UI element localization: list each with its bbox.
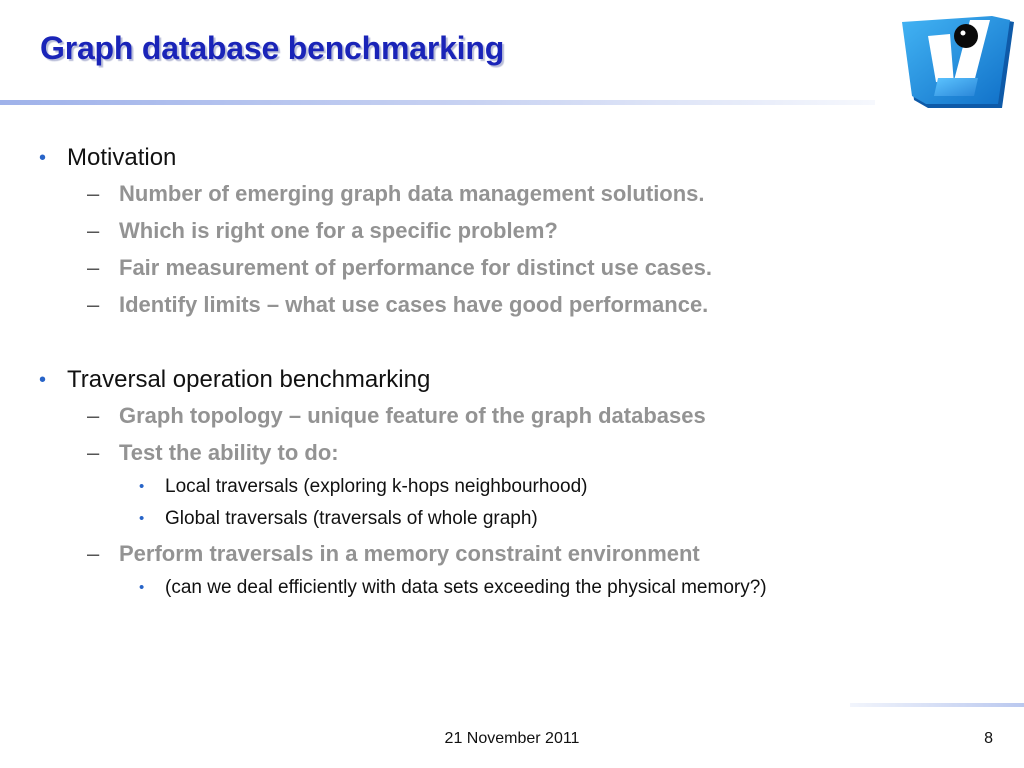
subpoint [38,535,998,572]
section-spacer [38,323,998,363]
dash-icon: – [87,541,100,566]
subpoint [38,175,998,212]
detail-point [38,572,998,604]
dash-icon: – [87,403,100,428]
detail-point-text: Global traversals (traversals of whole graph) [165,508,538,529]
footer-rule [850,703,1024,707]
slide-title: Graph database benchmarking [40,30,505,66]
subpoint-text: Identify limits – what use cases have good performance. [119,292,709,317]
detail-point [38,503,998,535]
bullet-icon: • [139,478,145,495]
section-heading-text: Traversal operation benchmarking [67,366,431,393]
subpoint [38,212,998,249]
slide-body [38,141,998,604]
subpoint [38,249,998,286]
detail-point-text: (can we deal efficiently with data sets exceeding the physical memory?) [165,577,767,598]
subpoint-text: Test the ability to do: [119,440,339,465]
bullet-icon: • [139,579,145,596]
section-heading [38,141,998,175]
subpoint [38,286,998,323]
detail-point-text: Local traversals (exploring k-hops neighbourhood) [165,476,588,497]
dash-icon: – [87,255,100,280]
bullet-icon: • [39,147,47,169]
page-number: 8 [984,730,993,747]
dash-icon: – [87,181,100,206]
bullet-icon: • [139,510,145,527]
dash-icon: – [87,292,100,317]
subpoint-text: Which is right one for a specific problem? [119,218,558,243]
detail-point [38,471,998,503]
subpoint-text: Graph topology – unique feature of the graph databases [119,403,706,428]
dash-icon: – [87,440,100,465]
subpoint [38,397,998,434]
subpoint-text: Perform traversals in a memory constraint environment [119,541,700,566]
subpoint-text: Fair measurement of performance for distinct use cases. [119,255,712,280]
footer-date: 21 November 2011 [444,730,580,747]
subpoint-text: Number of emerging graph data management solutions. [119,181,705,206]
section-heading [38,363,998,397]
subpoint [38,434,998,471]
logo-icon [898,12,1016,112]
dash-icon: – [87,218,100,243]
section-heading-text: Motivation [67,144,177,171]
bullet-icon: • [39,369,47,391]
title-underline [0,100,875,105]
